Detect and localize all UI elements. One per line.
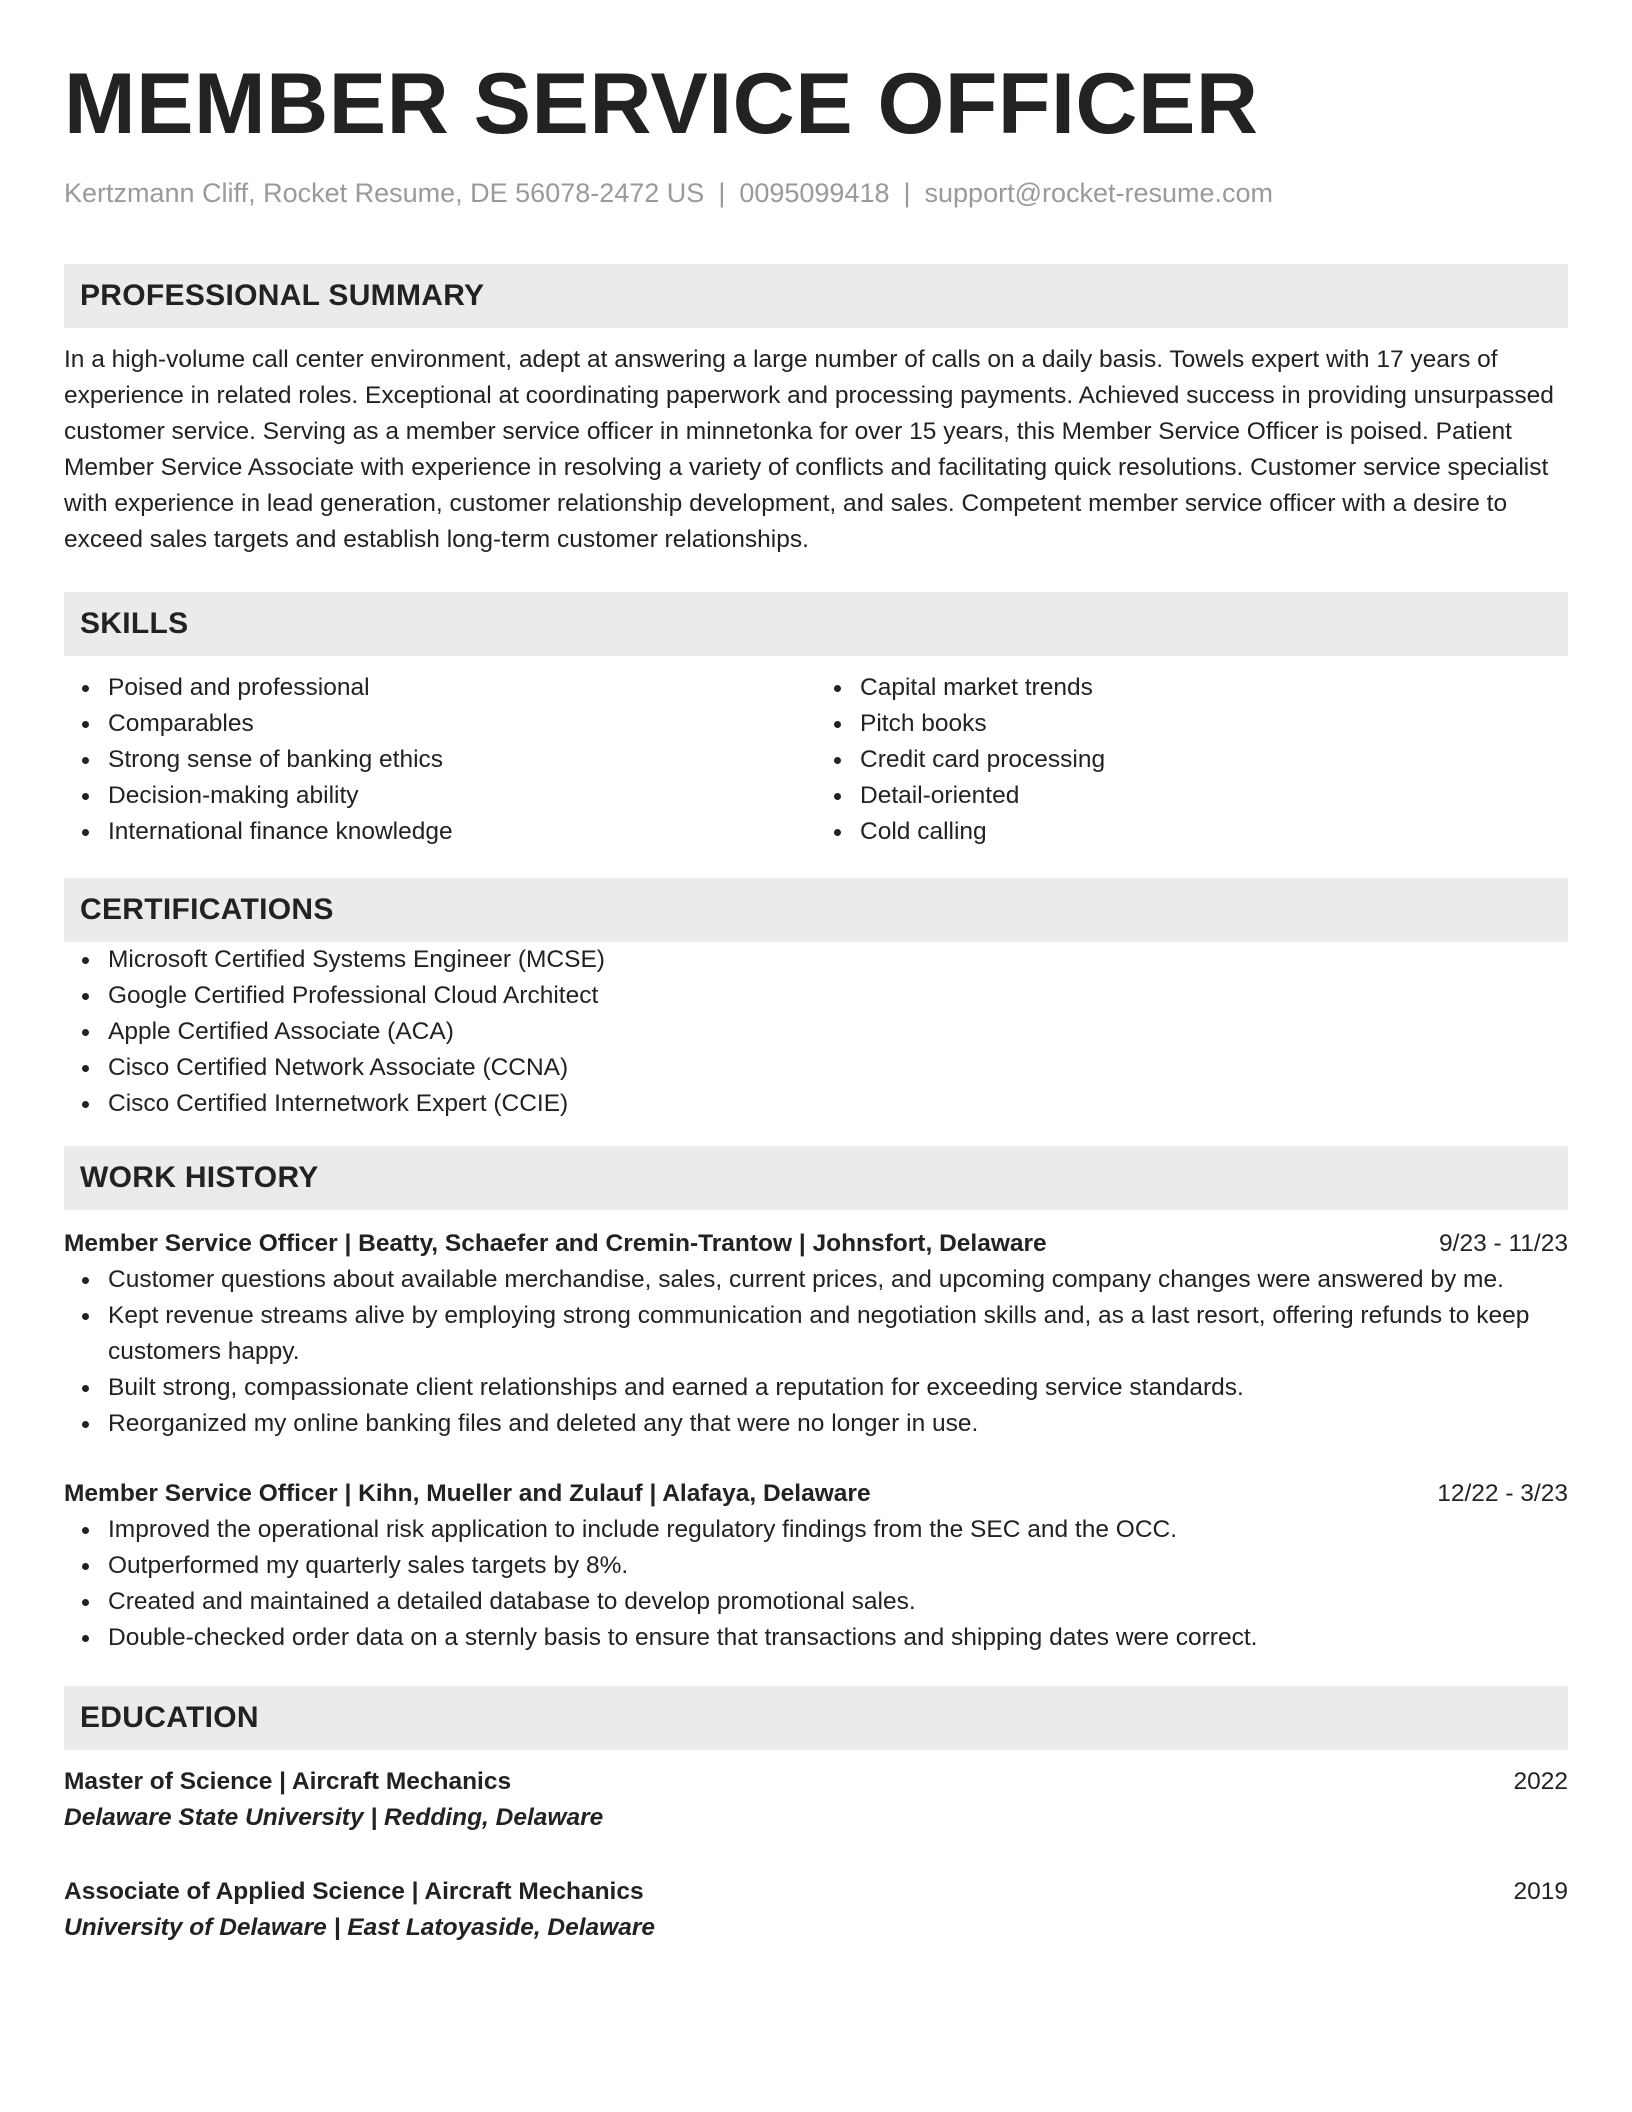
certification-item: Google Certified Professional Cloud Architect [108, 978, 1568, 1014]
job-bullet: Outperformed my quarterly sales targets by 8%. [108, 1548, 1568, 1584]
skill-item: Poised and professional [108, 670, 816, 706]
skill-item: Credit card processing [860, 742, 1568, 778]
skill-item: International finance knowledge [108, 814, 816, 850]
education-heading-row [64, 1764, 1568, 1800]
certifications-section-header: CERTIFICATIONS [64, 878, 1568, 942]
skills-list-left [64, 670, 816, 850]
job-bullet: Created and maintained a detailed database to develop promotional sales. [108, 1584, 1568, 1620]
contact-line [64, 176, 1568, 210]
skills-list-right [816, 670, 1568, 850]
education-section-header: EDUCATION [64, 1686, 1568, 1750]
certification-item: Microsoft Certified Systems Engineer (MCSE) [108, 942, 1568, 978]
job-bullet: Double-checked order data on a sternly basis to ensure that transactions and shipping dates were correct. [108, 1620, 1568, 1656]
summary-section-header: PROFESSIONAL SUMMARY [64, 264, 1568, 328]
contact-separator: | [903, 178, 911, 208]
job-heading-row [64, 1226, 1568, 1262]
certifications-list [64, 942, 1568, 1122]
job-bullet: Reorganized my online banking files and deleted any that were no longer in use. [108, 1406, 1568, 1442]
education-degree: Associate of Applied Science | Aircraft Mechanics [64, 1878, 644, 1905]
skill-item: Cold calling [860, 814, 1568, 850]
education-school: Delaware State University | Redding, Delaware [64, 1804, 604, 1831]
job-bullet: Built strong, compassionate client relationships and earned a reputation for exceeding service standards. [108, 1370, 1568, 1406]
job-title: Member Service Officer | Beatty, Schaefer and Cremin-Trantow | Johnsfort, Delaware [64, 1230, 1047, 1257]
contact-email: support@rocket-resume.com [924, 178, 1274, 208]
contact-address: Kertzmann Cliff, Rocket Resume, DE 56078-2472 US [64, 178, 705, 208]
certification-item: Cisco Certified Network Associate (CCNA) [108, 1050, 1568, 1086]
work-history-section-header: WORK HISTORY [64, 1146, 1568, 1210]
education-year: 2019 [1513, 1878, 1568, 1905]
skill-item: Comparables [108, 706, 816, 742]
education-degree: Master of Science | Aircraft Mechanics [64, 1768, 512, 1795]
job-bullet: Improved the operational risk application to include regulatory findings from the SEC and the OCC. [108, 1512, 1568, 1548]
job-dates: 12/22 - 3/23 [1437, 1480, 1568, 1507]
job-heading-row [64, 1476, 1568, 1512]
skill-item: Pitch books [860, 706, 1568, 742]
skill-item: Decision-making ability [108, 778, 816, 814]
certification-item: Apple Certified Associate (ACA) [108, 1014, 1568, 1050]
job-bullet: Kept revenue streams alive by employing strong communication and negotiation skills and, as a last resort, offering refunds to keep customers happy. [108, 1298, 1568, 1370]
job-title: Member Service Officer | Kihn, Mueller and Zulauf | Alafaya, Delaware [64, 1480, 871, 1507]
job-bullets [64, 1512, 1568, 1656]
summary-text: In a high-volume call center environment, adept at answering a large number of calls on a daily basis. Towels expert with 17 years of experience in related roles. Exceptional at coordinating paperwork and processing payments. Achieved success in providing unsurpassed customer service. Serving as a member service officer in minnetonka for over 15 years, this Member Service Officer is poised. Patient Member Service Associate with experience in resolving a variety of conflicts and facilitating quick resolutions. Customer service specialist with experience in lead generation, customer relationship development, and sales. Competent member service officer with a desire to exceed sales targets and establish long-term customer relationships. [64, 346, 1554, 553]
skills-column-left [64, 670, 816, 850]
job-dates: 9/23 - 11/23 [1439, 1230, 1568, 1257]
education-year: 2022 [1513, 1768, 1568, 1795]
skill-item: Capital market trends [860, 670, 1568, 706]
job-bullet: Customer questions about available merchandise, sales, current prices, and upcoming company changes were answered by me. [108, 1262, 1568, 1298]
job-bullets [64, 1262, 1568, 1442]
resume-name: MEMBER SERVICE OFFICER [64, 56, 1259, 152]
skill-item: Strong sense of banking ethics [108, 742, 816, 778]
skill-item: Detail-oriented [860, 778, 1568, 814]
skills-section-header: SKILLS [64, 592, 1568, 656]
education-school: University of Delaware | East Latoyaside, Delaware [64, 1914, 656, 1941]
education-heading-row [64, 1874, 1568, 1910]
skills-column-right [816, 670, 1568, 850]
certification-item: Cisco Certified Internetwork Expert (CCIE) [108, 1086, 1568, 1122]
contact-phone: 0095099418 [739, 178, 890, 208]
skills-grid [64, 670, 1568, 850]
contact-separator: | [718, 178, 726, 208]
